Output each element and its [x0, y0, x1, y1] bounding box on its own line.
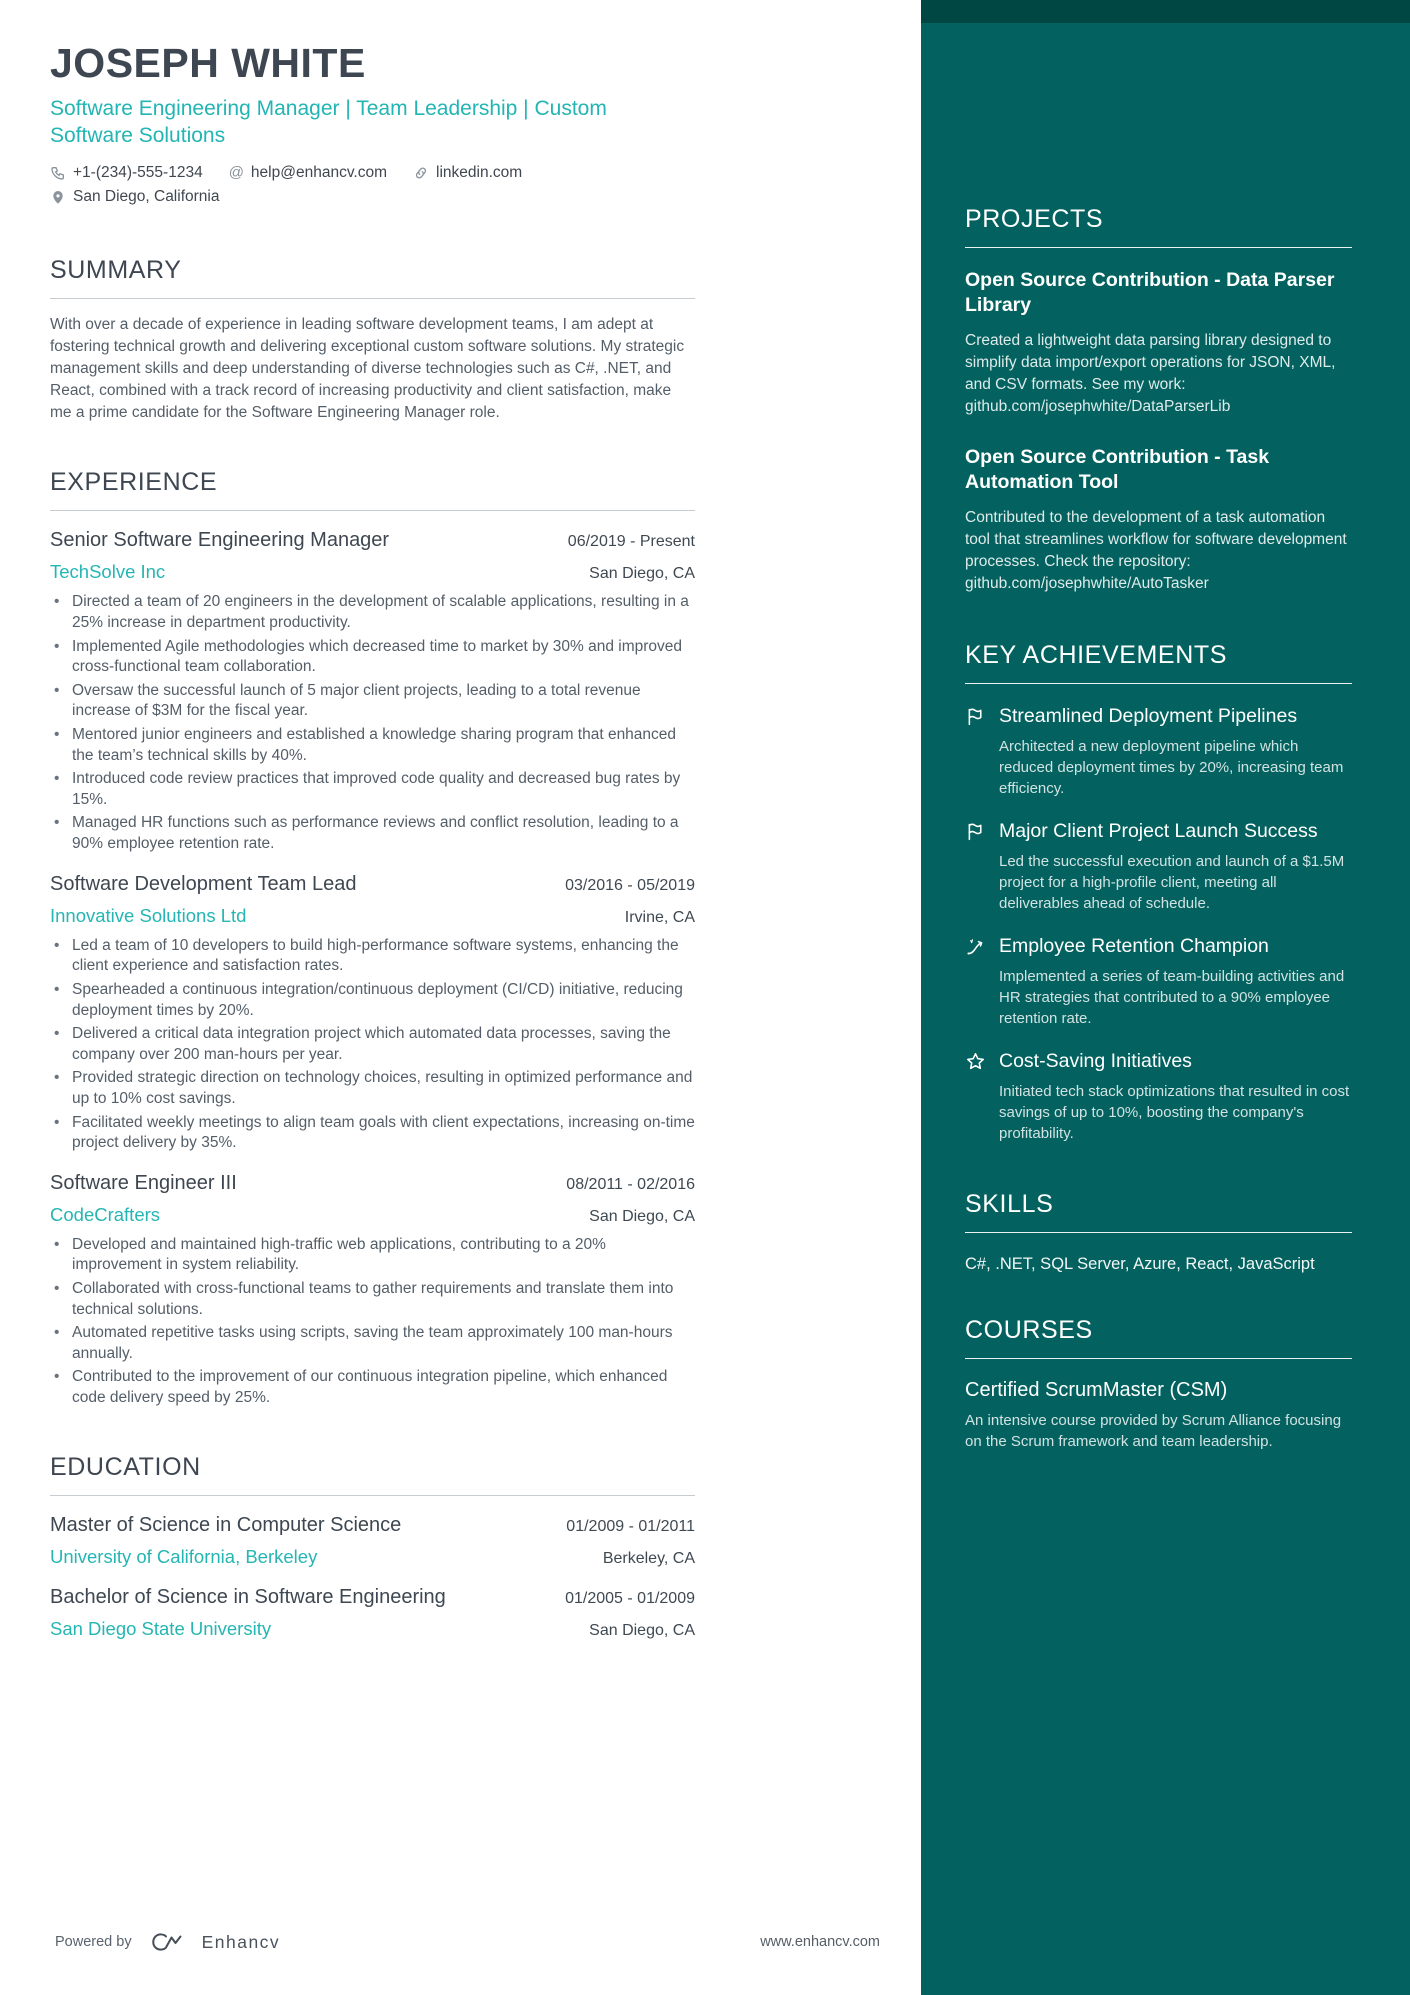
main-column	[50, 40, 695, 1640]
job-title: Senior Software Engineering Manager	[50, 529, 390, 552]
education-degree: Master of Science in Computer Science	[50, 1513, 402, 1536]
flag-icon	[965, 819, 999, 914]
enhancv-logo-icon[interactable]	[150, 1931, 184, 1953]
achievement-description: Implemented a series of team-building activities and HR strategies that contributed to a 90% employee retention rate.	[999, 967, 1345, 1027]
location-contact	[50, 188, 695, 206]
project-description: Created a lightweight data parsing library designed to simplify data import/export operations for JSON, XML, and CSV formats. See my work: github.com/josephwhite/DataParserLib	[965, 331, 1336, 415]
candidate-headline: Software Engineering Manager | Team Leadership | Custom Software Solutions	[50, 97, 607, 148]
phone-number: +1-(234)-555-1234	[73, 163, 203, 181]
job-bullet: • Led a team of 10 developers to build high-performance software systems, enhancing the client experience and satisfaction rates.	[50, 936, 695, 977]
job-bullet: • Automated repetitive tasks using scripts, saving the team approximately 100 man-hours annually.	[50, 1323, 695, 1364]
skills-section	[965, 1190, 1352, 1276]
job-location: San Diego, CA	[589, 1207, 695, 1225]
projects-list	[965, 268, 1352, 595]
job-bullet: • Contributed to the improvement of our continuous integration pipeline, which enhanced code delivery speed by 25%.	[50, 1367, 695, 1408]
achievement-item	[965, 819, 1352, 914]
achievement-item	[965, 934, 1352, 1029]
course-description: An intensive course provided by Scrum Alliance focusing on the Scrum framework and team leadership.	[965, 1412, 1342, 1451]
job-entry	[50, 873, 695, 1154]
education-degree: Bachelor of Science in Software Engineering	[50, 1585, 446, 1608]
education-location: San Diego, CA	[589, 1621, 695, 1639]
footer	[55, 1931, 880, 1953]
job-bullet: • Facilitated weekly meetings to align team goals with client expectations, increasing on-time project delivery by 35%.	[50, 1113, 695, 1154]
location-icon	[50, 189, 66, 205]
skills-heading: SKILLS	[965, 1190, 1352, 1233]
achievement-description: Architected a new deployment pipeline which reduced deployment times by 20%, increasing team efficiency.	[999, 737, 1344, 797]
experience-section	[50, 468, 695, 1408]
job-bullet: • Directed a team of 20 engineers in the development of scalable applications, resulting in a 25% increase in department productivity.	[50, 592, 695, 633]
projects-section	[965, 205, 1352, 595]
job-title: Software Development Team Lead	[50, 872, 357, 895]
job-dates: 03/2016 - 05/2019	[565, 876, 695, 894]
education-dates: 01/2009 - 01/2011	[566, 1517, 695, 1535]
email-address: help@enhancv.com	[250, 163, 388, 181]
education-heading: EDUCATION	[50, 1453, 695, 1496]
summary-heading: SUMMARY	[50, 256, 695, 299]
job-bullet: • Implemented Agile methodologies which decreased time to market by 30% and improved cross-functional team collaboration.	[50, 637, 695, 678]
achievement-title: Cost-Saving Initiatives	[999, 1049, 1192, 1072]
job-location: San Diego, CA	[589, 565, 695, 583]
job-bullets	[50, 592, 695, 854]
job-bullet: • Provided strategic direction on technology choices, resulting in optimized performance and up to 10% cost savings.	[50, 1068, 695, 1109]
job-bullet: • Developed and maintained high-traffic web applications, contributing to a 20% improvement in system reliability.	[50, 1235, 695, 1276]
link-icon	[413, 165, 429, 181]
link-url: linkedin.com	[436, 163, 523, 181]
job-bullet: • Spearheaded a continuous integration/continuous deployment (CI/CD) initiative, reducing deployment times by 20%.	[50, 980, 695, 1021]
job-bullets	[50, 1235, 695, 1409]
project-description: Contributed to the development of a task automation tool that streamlines workflow for software development processes. Check the repository: github.com/josephwhite/AutoTasker	[965, 508, 1347, 592]
at-icon: @	[228, 164, 244, 182]
phone-icon	[50, 165, 66, 181]
job-company: TechSolve Inc	[50, 561, 166, 583]
contact-row	[50, 164, 695, 206]
job-bullet: • Introduced code review practices that improved code quality and decreased bug rates by 15%.	[50, 769, 695, 810]
job-entry	[50, 1172, 695, 1409]
education-section	[50, 1453, 695, 1640]
education-entry	[50, 1514, 695, 1568]
sidebar	[921, 0, 1410, 1995]
jobs-list	[50, 529, 695, 1408]
achievement-title: Streamlined Deployment Pipelines	[999, 704, 1298, 727]
job-entry	[50, 529, 695, 854]
link-contact[interactable]	[413, 164, 522, 182]
email-contact[interactable]	[229, 164, 387, 182]
achievements-list	[965, 704, 1352, 1144]
job-bullets	[50, 936, 695, 1154]
summary-text: With over a decade of experience in leading software development teams, I am adept at fostering technical growth and delivering exceptional custom software solutions. My strategic management skills and deep understanding of diverse technologies such as C#, .NET, and React, combined with a track record of increasing productivity and client satisfaction, make me a prime candidate for the Software Engineering Manager role.	[50, 315, 685, 422]
job-bullet: • Oversaw the successful launch of 5 major client projects, leading to a total revenue increase of $3M for the fiscal year.	[50, 681, 695, 722]
job-dates: 06/2019 - Present	[567, 533, 695, 551]
job-bullet: • Mentored junior engineers and established a knowledge sharing program that enhanced the team’s technical skills by 40%.	[50, 725, 695, 766]
flag-icon	[965, 704, 999, 799]
education-list	[50, 1514, 695, 1640]
project-item	[965, 268, 1352, 418]
experience-heading: EXPERIENCE	[50, 468, 695, 511]
courses-section	[965, 1316, 1352, 1452]
skills-list: C#, .NET, SQL Server, Azure, React, JavaScript	[965, 1254, 1315, 1273]
education-location: Berkeley, CA	[602, 1549, 695, 1567]
key-achievements-heading: KEY ACHIEVEMENTS	[965, 641, 1352, 684]
job-company: Innovative Solutions Ltd	[50, 904, 247, 926]
job-dates: 08/2011 - 02/2016	[566, 1175, 695, 1193]
courses-list	[965, 1379, 1352, 1452]
candidate-name: JOSEPH WHITE	[50, 40, 366, 86]
achievement-item	[965, 1049, 1352, 1144]
job-bullet: • Delivered a critical data integration project which automated data processes, saving the company over 200 man-hours per year.	[50, 1024, 695, 1065]
enhancv-brand-name[interactable]: Enhancv	[201, 1931, 281, 1952]
job-bullet: • Managed HR functions such as performance reviews and conflict resolution, leading to a 90% employee retention rate.	[50, 813, 695, 854]
education-dates: 01/2005 - 01/2009	[565, 1589, 695, 1607]
location-text: San Diego, California	[73, 187, 220, 205]
route-icon	[965, 934, 999, 1029]
sidebar-top-band	[921, 0, 1410, 23]
resume-header	[50, 40, 695, 206]
course-title: Certified ScrumMaster (CSM)	[965, 1379, 1228, 1402]
achievement-title: Employee Retention Champion	[999, 934, 1269, 957]
courses-heading: COURSES	[965, 1316, 1352, 1359]
job-bullet: • Collaborated with cross-functional teams to gather requirements and translate them into technical solutions.	[50, 1279, 695, 1320]
education-school: University of California, Berkeley	[50, 1545, 318, 1567]
education-school: San Diego State University	[50, 1617, 272, 1639]
project-item	[965, 445, 1352, 595]
job-location: Irvine, CA	[624, 908, 695, 926]
achievement-item	[965, 704, 1352, 799]
star-icon	[965, 1049, 999, 1144]
footer-website[interactable]: www.enhancv.com	[760, 1934, 880, 1950]
achievement-description: Initiated tech stack optimizations that resulted in cost savings of up to 10%, boosting the company's profitability.	[999, 1082, 1350, 1142]
phone-contact[interactable]	[50, 164, 203, 182]
project-title: Open Source Contribution - Task Automation Tool	[965, 445, 1270, 493]
powered-by-label: Powered by	[55, 1934, 132, 1950]
key-achievements-section	[965, 641, 1352, 1144]
projects-heading: PROJECTS	[965, 205, 1352, 248]
project-title: Open Source Contribution - Data Parser Library	[965, 269, 1335, 316]
job-title: Software Engineer III	[50, 1171, 237, 1194]
job-company: CodeCrafters	[50, 1203, 161, 1225]
achievement-description: Led the successful execution and launch of a $1.5M project for a high-profile client, meeting all deliverables ahead of schedule.	[999, 852, 1345, 912]
achievement-title: Major Client Project Launch Success	[999, 819, 1318, 842]
education-entry	[50, 1586, 695, 1640]
course-item	[965, 1379, 1352, 1452]
summary-section	[50, 256, 695, 425]
